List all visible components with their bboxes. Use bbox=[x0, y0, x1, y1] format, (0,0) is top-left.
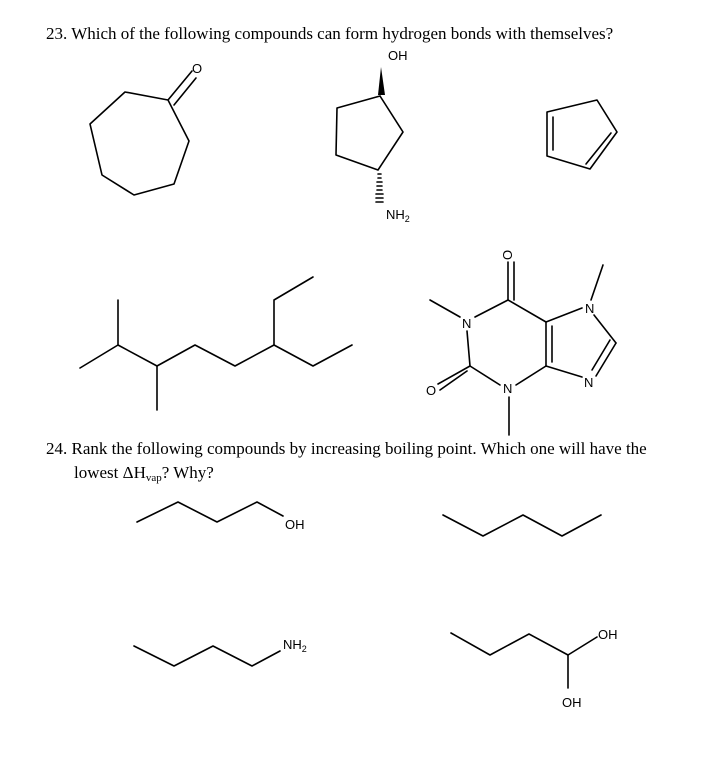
carbonyl-oxygen-label: O bbox=[426, 383, 437, 398]
branched-alkane-structure bbox=[80, 277, 352, 410]
cycloheptanone-structure bbox=[90, 61, 202, 195]
hydroxyl-label: OH bbox=[598, 627, 618, 642]
caffeine-structure bbox=[426, 250, 616, 435]
n7-label: N bbox=[585, 301, 595, 316]
butane-structure bbox=[443, 515, 601, 536]
aminocyclopentanol-structure bbox=[336, 48, 410, 224]
hydroxyl-label: OH bbox=[562, 695, 582, 710]
n9-label: N bbox=[584, 375, 594, 390]
amine-label: $NH_2$ bbox=[283, 637, 307, 654]
question-24-line-1: 24. Rank the following compounds by increasing boiling point. Which one will have the bbox=[46, 439, 647, 458]
question-23: 23. Which of the following compounds can form hydrogen bonds with themselves? bbox=[46, 24, 614, 43]
amine-label: $NH_2$ bbox=[386, 207, 410, 224]
butylamine-structure bbox=[134, 637, 307, 666]
butanediol-structure bbox=[451, 627, 618, 710]
hydroxyl-label: OH bbox=[388, 48, 408, 63]
hydroxyl-label: OH bbox=[285, 517, 305, 532]
n3-label: N bbox=[503, 381, 513, 396]
question-24-line-2: lowest $\Delta H_{vap}$? Why? bbox=[74, 463, 214, 484]
hashed-wedge-bond bbox=[376, 174, 383, 202]
n1-label: N bbox=[462, 316, 472, 331]
ketone-oxygen-label: O bbox=[500, 249, 515, 260]
butanol-structure bbox=[137, 502, 305, 532]
oxygen-label: O bbox=[192, 61, 203, 76]
cyclopentene-structure bbox=[547, 100, 617, 169]
